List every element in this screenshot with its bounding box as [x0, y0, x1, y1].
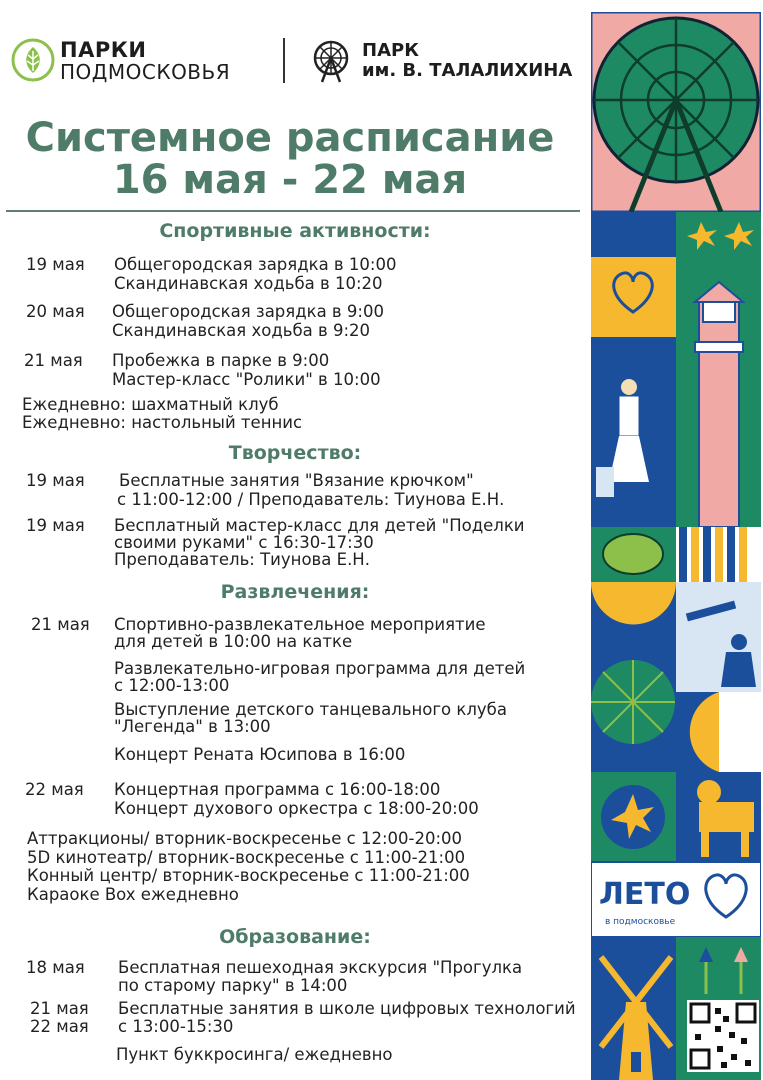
sport-item: Скандинавская ходьба в 9:20 — [112, 321, 371, 340]
leto-sublabel: в подмосковье — [605, 917, 676, 927]
fun-item: Развлекательно-игровая программа для детей — [114, 659, 526, 678]
fun-date-2: 22 мая — [25, 780, 84, 799]
creative-item: с 11:00-12:00 / Преподаватель: Тиунова Е.Н. — [117, 490, 505, 509]
fun-general-2: 5D кинотеатр/ вторник-воскресенье с 11:00-21:00 — [27, 848, 466, 867]
fun-item: Спортивно-развлекательное мероприятие — [114, 615, 486, 634]
title-divider — [6, 210, 580, 212]
creative-item: Преподаватель: Тиунова Е.Н. — [114, 550, 370, 569]
sport-item: Пробежка в парке в 9:00 — [112, 351, 330, 370]
creative-item: Бесплатный мастер-класс для детей "Поделки — [114, 516, 525, 535]
sport-item: Общегородская зарядка в 10:00 — [114, 255, 397, 274]
sport-daily-1: Ежедневно: шахматный клуб — [22, 395, 279, 414]
creative-item: своими руками" с 16:30-17:30 — [114, 533, 374, 552]
edu-date-2b: 22 мая — [30, 1017, 89, 1036]
sport-date-2: 20 мая — [26, 302, 85, 321]
brand-park-line2: им. В. ТАЛАЛИХИНА — [362, 60, 573, 81]
fun-item: Концерт Рената Юсипова в 16:00 — [114, 745, 406, 764]
section-edu-title: Образование: — [219, 926, 371, 948]
fun-general-1: Аттракционы/ вторник-воскресенье с 12:00-20:00 — [27, 829, 463, 848]
decorative-art-column — [591, 12, 761, 1080]
lighthouse-icon — [695, 282, 743, 527]
fun-item: "Легенда" в 13:00 — [114, 717, 271, 736]
edu-item: Бесплатные занятия в школе цифровых технологий — [118, 999, 576, 1018]
fun-item: с 12:00-13:00 — [114, 676, 230, 695]
fun-item: Выступление детского танцевального клуба — [114, 700, 507, 719]
sport-date-1: 19 мая — [26, 255, 85, 274]
turtle-icon — [603, 534, 663, 574]
fun-date-1: 21 мая — [31, 615, 90, 634]
creative-date-2: 19 мая — [26, 516, 85, 535]
brand-park-line1: ПАРК — [362, 40, 419, 61]
fun-item: для детей в 10:00 на катке — [114, 632, 353, 651]
edu-item: по старому парку" в 14:00 — [118, 976, 348, 995]
page-title-line2: 16 мая - 22 мая — [112, 157, 468, 203]
fun-item: Концерт духового оркестра с 18:00-20:00 — [114, 799, 479, 818]
sport-item: Скандинавская ходьба в 10:20 — [114, 274, 383, 293]
ferris-wheel-logo-icon — [308, 38, 354, 84]
section-sport-title: Спортивные активности: — [159, 220, 431, 242]
sport-daily-2: Ежедневно: настольный теннис — [22, 413, 303, 432]
sport-item: Общегородская зарядка в 9:00 — [112, 302, 384, 321]
edu-item: с 13:00-15:30 — [118, 1017, 234, 1036]
fun-general-3: Конный центр/ вторник-воскресенье с 11:00-21:00 — [27, 866, 470, 885]
edu-date-2a: 21 мая — [30, 999, 89, 1018]
sport-date-3: 21 мая — [24, 351, 83, 370]
creative-date-1: 19 мая — [26, 471, 85, 490]
fun-general-4: Караоке Box ежедневно — [27, 885, 239, 904]
creative-item: Бесплатные занятия "Вязание крючком" — [119, 471, 474, 490]
edu-item: Пункт буккросинга/ ежедневно — [116, 1045, 393, 1064]
section-fun-title: Развлечения: — [220, 581, 370, 603]
edu-date-1: 18 мая — [26, 958, 85, 977]
leto-label: ЛЕТО — [599, 877, 691, 912]
qr-code-icon — [687, 1000, 759, 1072]
brand-parks-line1: ПАРКИ — [60, 38, 147, 62]
fun-item: Концертная программа с 16:00-18:00 — [114, 780, 441, 799]
sport-item: Мастер-класс "Ролики" в 10:00 — [112, 370, 381, 389]
page-title-line1: Системное расписание — [25, 115, 555, 161]
section-creative-title: Творчество: — [228, 442, 362, 464]
header-divider — [283, 38, 285, 83]
brand-parks-line2: ПОДМОСКОВЬЯ — [60, 60, 231, 84]
edu-item: Бесплатная пешеходная экскурсия "Прогулка — [118, 958, 523, 977]
leaf-logo-icon — [10, 37, 56, 83]
